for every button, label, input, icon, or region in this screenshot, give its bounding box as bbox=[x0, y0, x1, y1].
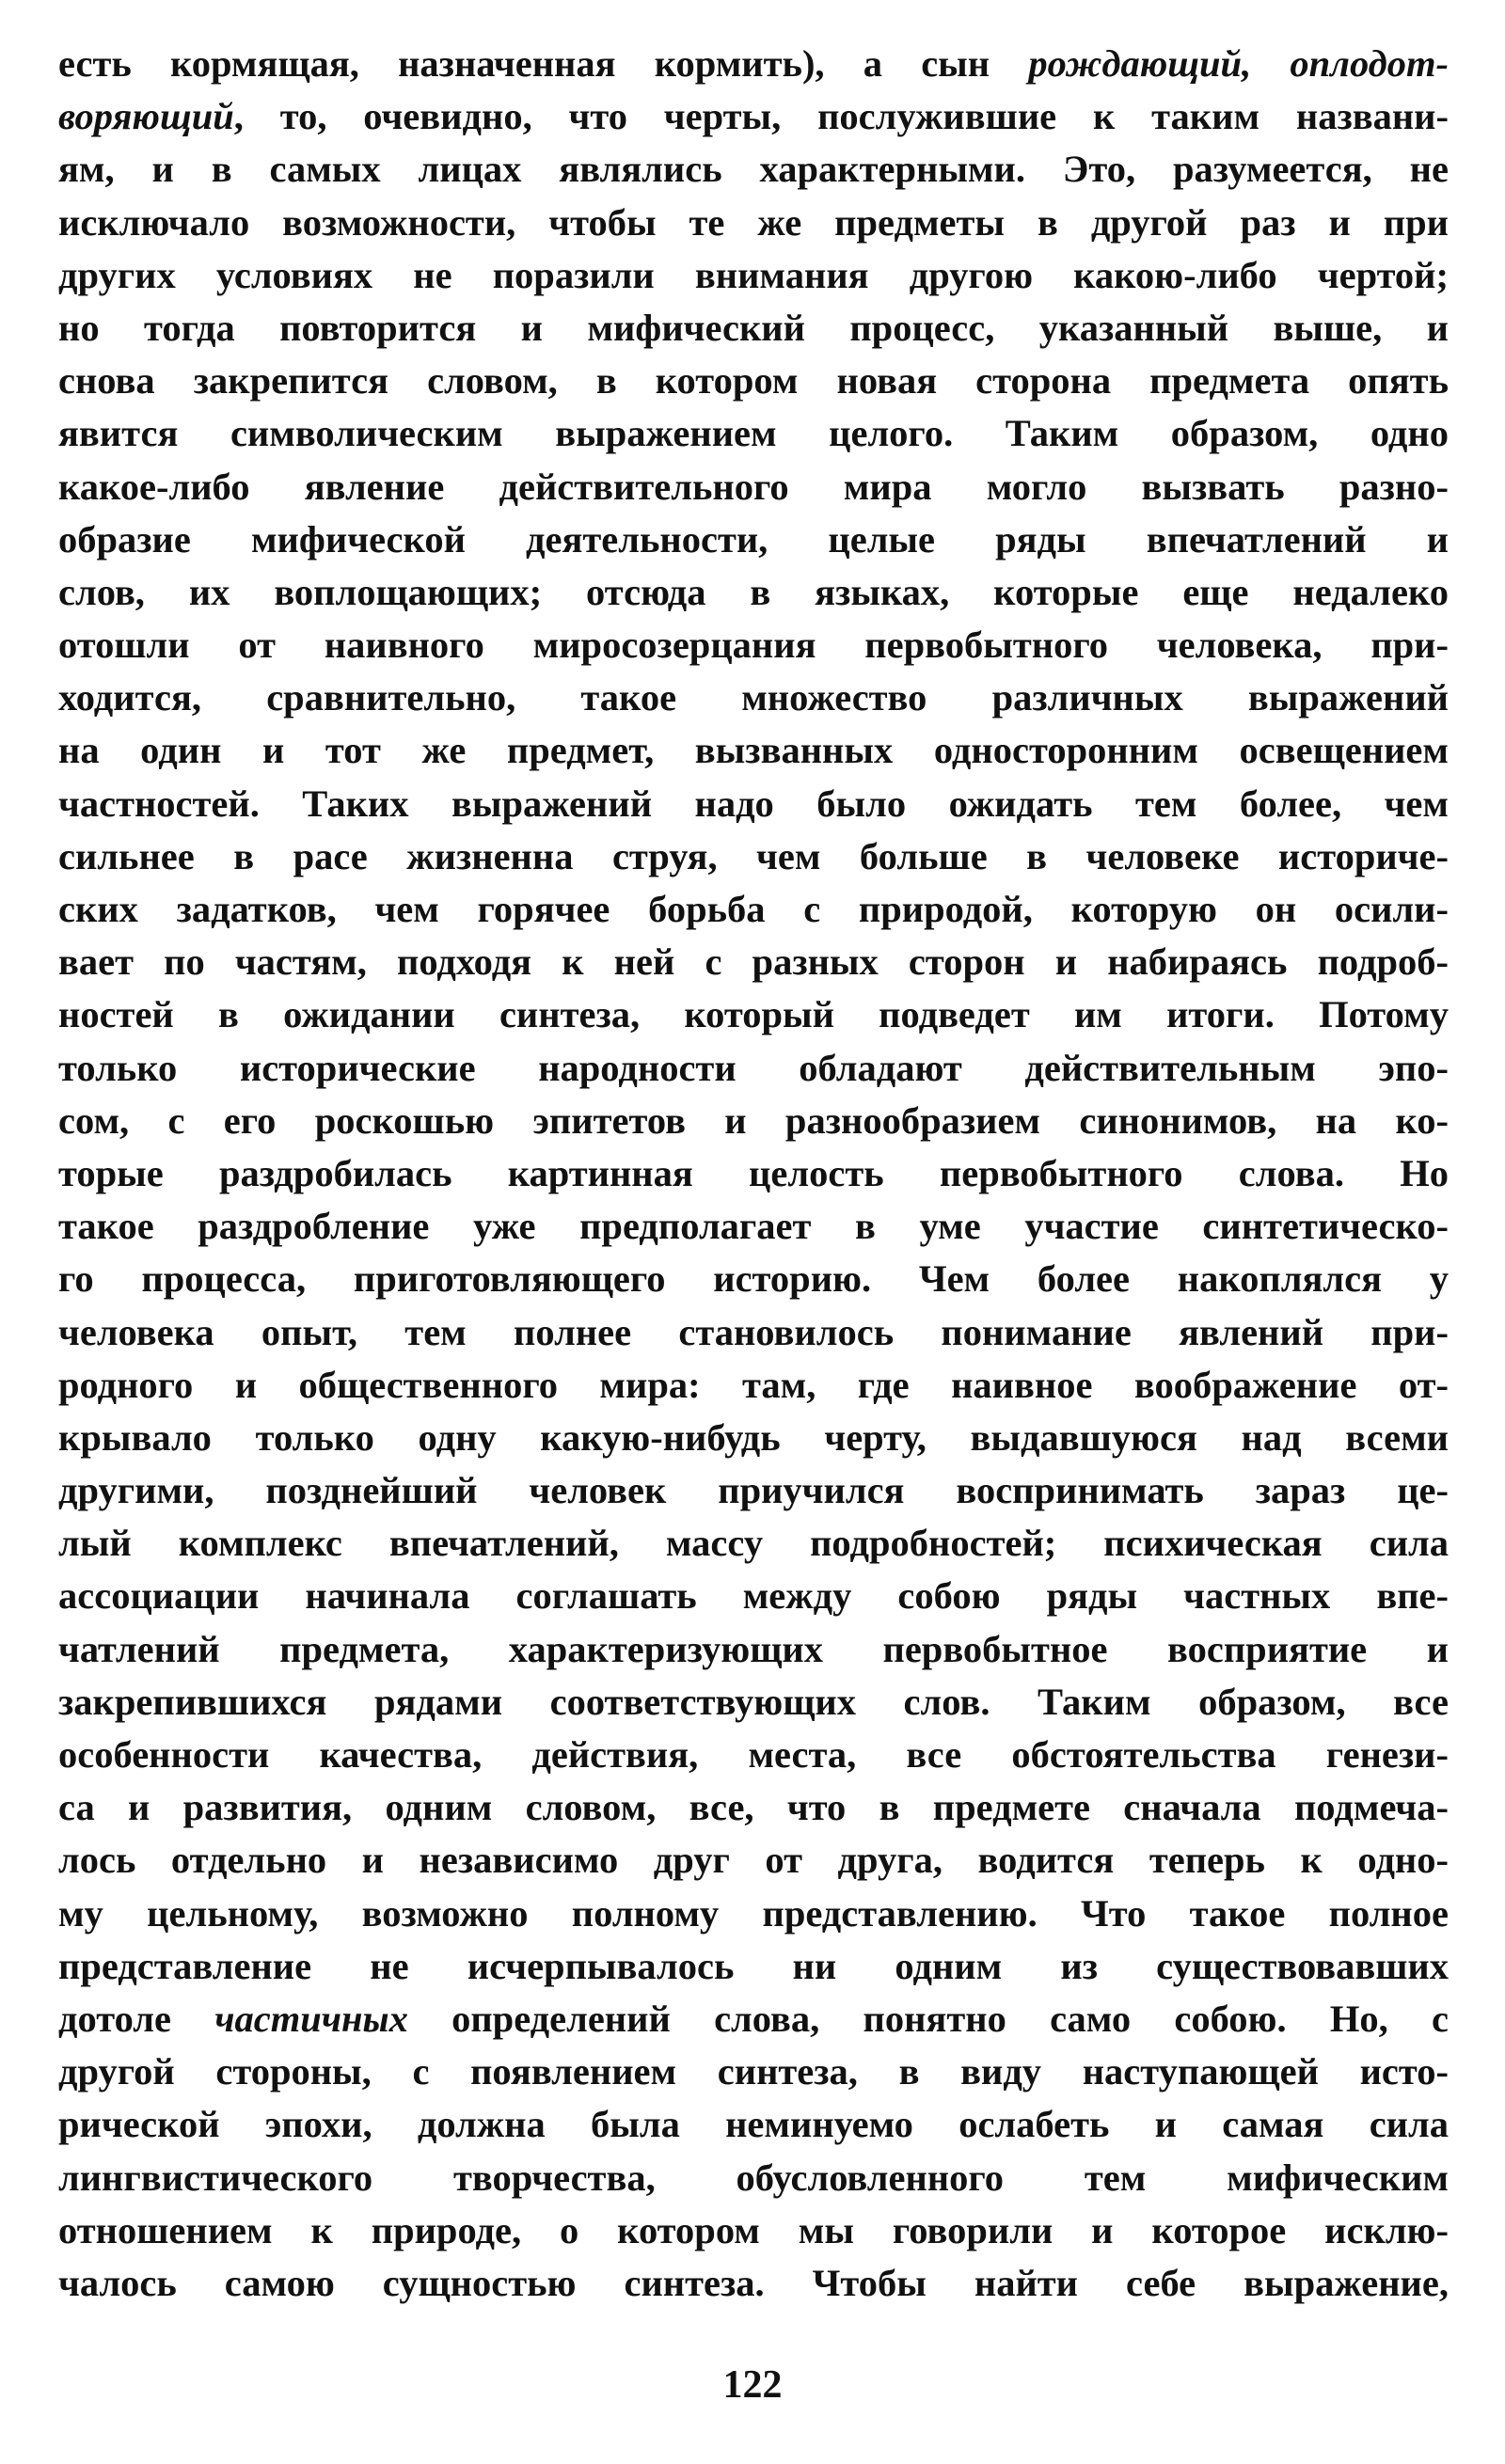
text-segment: чатлений предмета, характеризующих первобытное восприятие и bbox=[58, 1627, 1449, 1670]
body-text bbox=[58, 38, 1449, 2310]
text-segment: торые раздробилась картинная целость первобытного слова. Но bbox=[58, 1151, 1449, 1194]
text-line bbox=[58, 1676, 1449, 1729]
text-segment: рической эпохи, должна была неминуемо ослабеть и самая сила bbox=[58, 2103, 1449, 2146]
text-segment: сильнее в расе жизненна струя, чем больше в человеке историче- bbox=[58, 834, 1449, 877]
text-line bbox=[58, 566, 1449, 619]
text-segment: ских задатков, чем горячее борьба с природой, которую он осили- bbox=[58, 888, 1449, 930]
text-segment: есть кормящая, назначенная кормить), а сын bbox=[58, 42, 1029, 85]
text-line bbox=[58, 38, 1449, 90]
italic-text-segment: частичных bbox=[214, 1997, 408, 2040]
text-segment: ностей в ожидании синтеза, который подведет им итоги. Потому bbox=[58, 993, 1449, 1036]
text-segment: только исторические народности обладают действительным эпо- bbox=[58, 1046, 1449, 1089]
text-line bbox=[58, 2045, 1449, 2098]
text-line bbox=[58, 2152, 1449, 2204]
text-segment: ям, и в самых лицах являлись характерными. Это, разумеется, не bbox=[58, 148, 1449, 191]
text-line bbox=[58, 2098, 1449, 2151]
text-line bbox=[58, 1147, 1449, 1200]
text-segment: явится символическим выражением целого. Таким образом, одно bbox=[58, 412, 1449, 455]
text-segment: человека опыт, тем полнее становилось понимание явлений при- bbox=[58, 1310, 1449, 1353]
text-line bbox=[58, 1940, 1449, 1993]
text-line bbox=[58, 1834, 1449, 1887]
text-segment: какое-либо явление действительного мира могло вызвать разно- bbox=[58, 465, 1449, 508]
text-segment: го процесса, приготовляющего историю. Чем более накоплялся у bbox=[58, 1257, 1449, 1301]
text-line bbox=[58, 1570, 1449, 1622]
italic-text-segment: рождающий, оплодот- bbox=[1028, 42, 1449, 85]
text-line bbox=[58, 830, 1449, 883]
text-segment: чалось самою сущностью синтеза. Чтобы найти себе выражение, bbox=[58, 2261, 1449, 2304]
text-line bbox=[58, 1993, 1449, 2045]
text-segment: на один и тот же предмет, вызванных односторонним освещением bbox=[58, 729, 1449, 772]
text-line bbox=[58, 1200, 1449, 1253]
text-line bbox=[58, 988, 1449, 1041]
text-line bbox=[58, 1412, 1449, 1464]
text-line bbox=[58, 461, 1449, 513]
text-segment: закрепившихся рядами соответствующих слов. Таким образом, все bbox=[58, 1680, 1449, 1723]
text-segment: родного и общественного мира: там, где наивное воображение от- bbox=[58, 1363, 1449, 1406]
text-line bbox=[58, 1623, 1449, 1676]
text-segment: образие мифической деятельности, целые ряды впечатлений и bbox=[58, 517, 1449, 561]
text-segment: лый комплекс впечатлений, массу подробностей; психическая сила bbox=[58, 1522, 1449, 1565]
text-segment: другими, позднейший человек приучился воспринимать зараз це- bbox=[58, 1469, 1449, 1512]
text-segment: , то, очевидно, что черты, послужившие к таким названи- bbox=[233, 95, 1449, 138]
text-segment: отошли от наивного миросозерцания первобытного человека, при- bbox=[58, 624, 1449, 667]
text-segment: лингвистического творчества, обусловленного тем мифическим bbox=[58, 2156, 1449, 2199]
text-line bbox=[58, 671, 1449, 724]
text-line bbox=[58, 513, 1449, 566]
text-line bbox=[58, 724, 1449, 777]
text-line bbox=[58, 883, 1449, 936]
text-segment: слов, их воплощающих; отсюда в языках, которые еще недалеко bbox=[58, 570, 1449, 613]
text-line bbox=[58, 1464, 1449, 1517]
text-segment: дотоле bbox=[58, 1997, 215, 2040]
text-line bbox=[58, 355, 1449, 407]
text-segment: му цельному, возможно полному представлению. Что такое полное bbox=[58, 1891, 1449, 1935]
text-line bbox=[58, 778, 1449, 830]
text-line bbox=[58, 2257, 1449, 2310]
text-segment: другой стороны, с появлением синтеза, в виду наступающей исто- bbox=[58, 2050, 1449, 2093]
text-segment: са и развития, одним словом, все, что в предмете сначала подмеча- bbox=[58, 1786, 1449, 1829]
text-line bbox=[58, 936, 1449, 988]
text-segment: других условиях не поразили внимания другою какою-либо чертой; bbox=[58, 253, 1449, 296]
text-line bbox=[58, 302, 1449, 355]
text-segment: особенности качества, действия, места, все обстоятельства генези- bbox=[58, 1733, 1449, 1776]
text-line bbox=[58, 2204, 1449, 2257]
text-line bbox=[58, 1729, 1449, 1781]
text-line bbox=[58, 1253, 1449, 1305]
italic-text-segment: воряющий bbox=[58, 95, 234, 138]
text-segment: ассоциации начинала соглашать между собою ряды частных впе- bbox=[58, 1574, 1449, 1618]
text-line bbox=[58, 1306, 1449, 1359]
text-segment: вает по частям, подходя к ней с разных сторон и набираясь подроб- bbox=[58, 940, 1449, 984]
text-segment: представление не исчерпывалось ни одним из существовавших bbox=[58, 1944, 1449, 1987]
text-line bbox=[58, 90, 1449, 143]
text-segment: лось отдельно и независимо друг от друга, водится теперь к одно- bbox=[58, 1839, 1449, 1882]
text-segment: но тогда повторится и мифический процесс, указанный выше, и bbox=[58, 306, 1449, 349]
text-segment: ходится, сравнительно, такое множество различных выражений bbox=[58, 676, 1449, 719]
page-number: 122 bbox=[722, 2363, 783, 2407]
text-segment: такое раздробление уже предполагает в уме участие синтетическо- bbox=[58, 1205, 1449, 1248]
text-line bbox=[58, 1042, 1449, 1095]
text-line bbox=[58, 1887, 1449, 1940]
text-segment: снова закрепится словом, в котором новая сторона предмета опять bbox=[58, 359, 1449, 403]
text-line bbox=[58, 249, 1449, 302]
text-segment: отношением к природе, о котором мы говорили и которое исклю- bbox=[58, 2208, 1449, 2251]
text-line bbox=[58, 197, 1449, 249]
text-line bbox=[58, 407, 1449, 460]
text-segment: частностей. Таких выражений надо было ожидать тем более, чем bbox=[58, 782, 1449, 825]
text-line bbox=[58, 1781, 1449, 1834]
text-segment: исключало возможности, чтобы те же предметы в другой раз и при bbox=[58, 200, 1449, 244]
text-line bbox=[58, 1517, 1449, 1570]
text-segment: определений слова, понятно само собою. Но, с bbox=[407, 1997, 1449, 2040]
text-segment: сом, с его роскошью эпитетов и разнообразием синонимов, на ко- bbox=[58, 1098, 1449, 1142]
text-line bbox=[58, 1359, 1449, 1412]
text-line bbox=[58, 143, 1449, 196]
text-segment: крывало только одну какую-нибудь черту, выдавшуюся над всеми bbox=[58, 1415, 1449, 1459]
text-line bbox=[58, 1095, 1449, 1147]
text-line bbox=[58, 619, 1449, 671]
